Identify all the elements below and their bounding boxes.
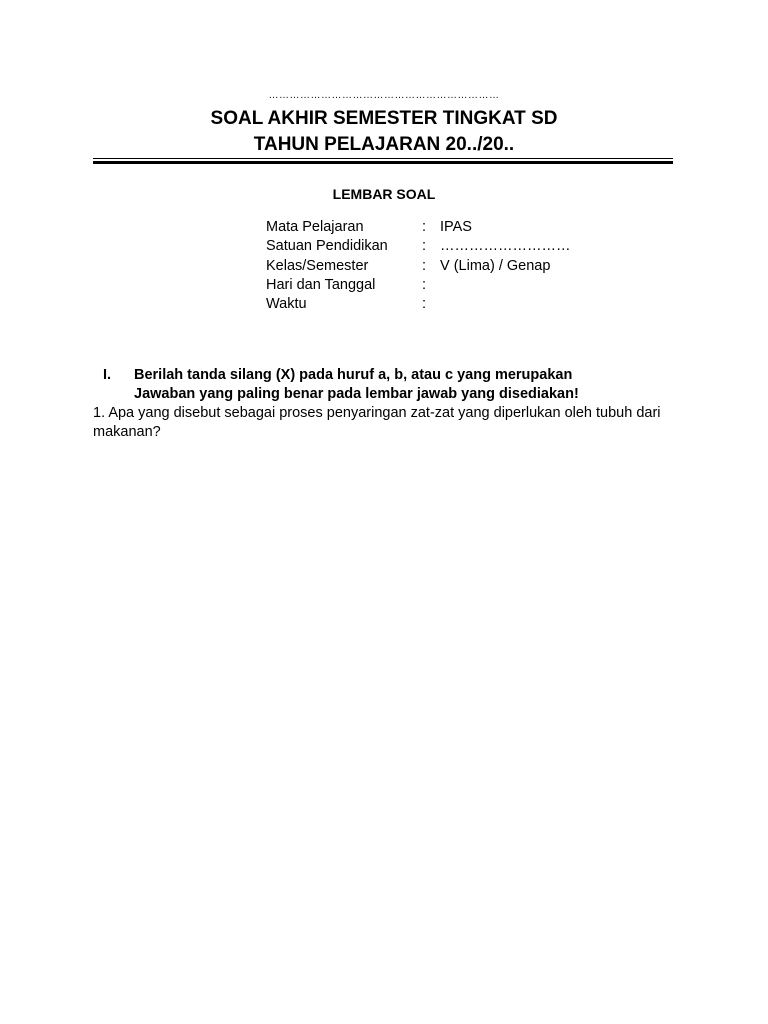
info-label: Mata Pelajaran <box>266 219 364 235</box>
header-divider-thick <box>93 161 673 164</box>
info-colon: : <box>422 257 427 274</box>
instruction-text <box>134 366 664 404</box>
info-colon: : <box>422 219 427 235</box>
info-label: Satuan Pendidikan <box>266 238 388 255</box>
info-colon: : <box>422 296 427 313</box>
academic-year-title: TAHUN PELAJARAN 20../20.. <box>253 134 515 155</box>
school-name-placeholder: ………………………………………………………… <box>268 90 500 101</box>
info-label: Hari dan Tanggal <box>266 276 376 293</box>
info-label: Waktu <box>266 296 307 313</box>
info-value: V (Lima) / Genap <box>440 257 551 274</box>
instruction-line-2: Jawaban yang paling benar pada lembar jawab yang disediakan! <box>134 386 579 402</box>
question-item: 1. Apa yang disebut sebagai proses penyaringan zat-zat yang diperlukan oleh tubuh dari makanan? <box>93 405 661 440</box>
info-label: Kelas/Semester <box>266 257 369 274</box>
info-colon: : <box>422 276 427 293</box>
instruction-line-1: Berilah tanda silang (X) pada huruf a, b, atau c yang merupakan <box>134 367 573 383</box>
document-title: SOAL AKHIR SEMESTER TINGKAT SD <box>210 108 558 129</box>
info-value: ……………………… <box>440 238 571 255</box>
info-value: IPAS <box>440 219 472 235</box>
sheet-subtitle: LEMBAR SOAL <box>332 186 436 202</box>
section-number: I. <box>103 367 112 383</box>
header-divider-thin <box>93 158 673 159</box>
info-colon: : <box>422 238 427 255</box>
